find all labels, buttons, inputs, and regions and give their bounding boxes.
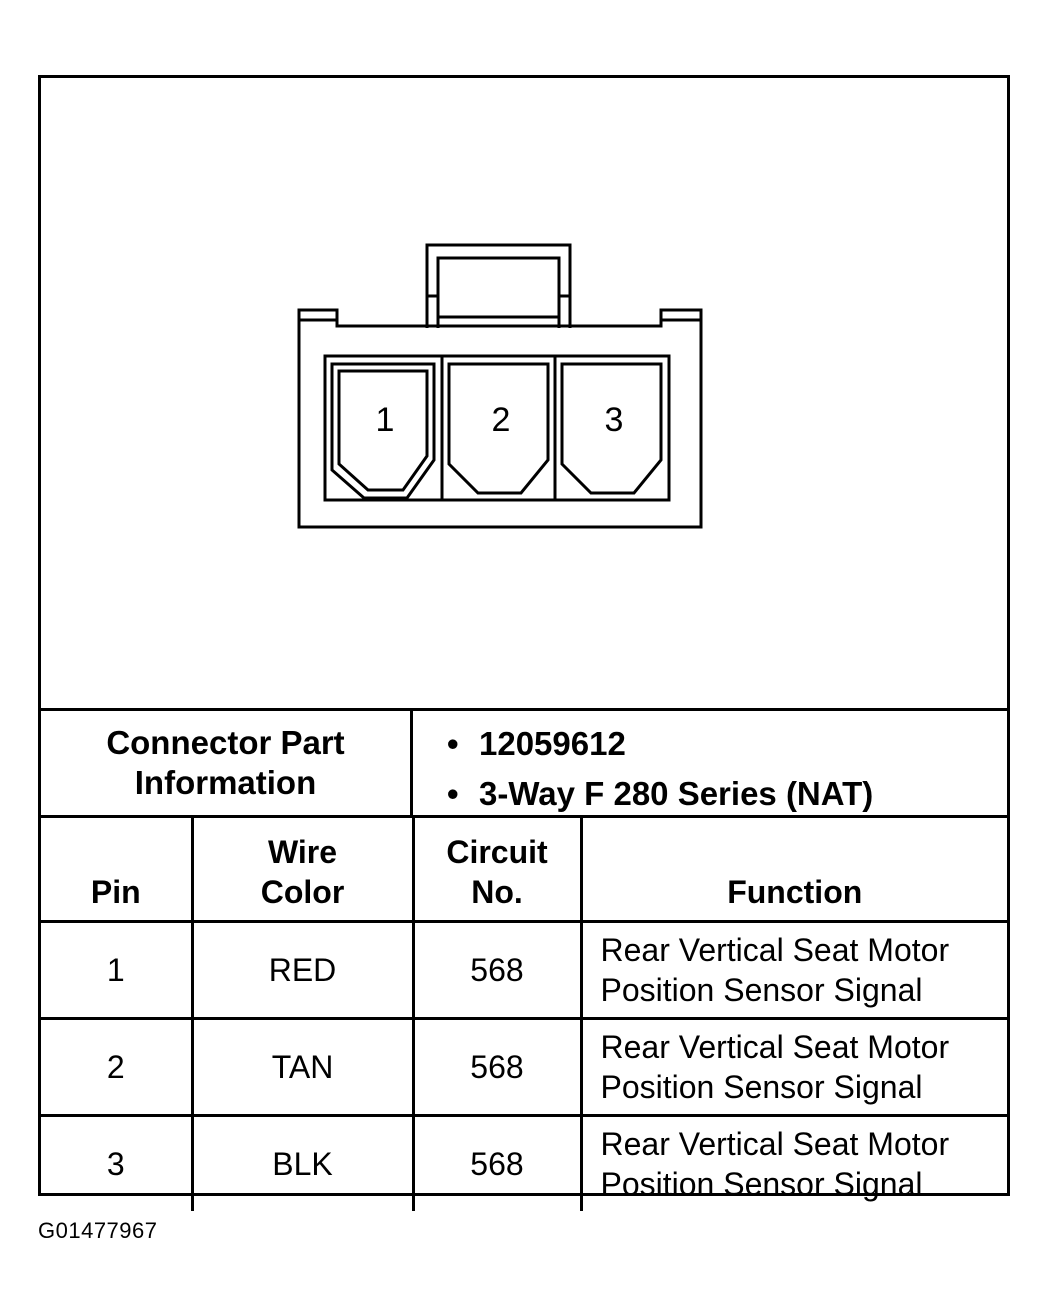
part-number: 12059612 bbox=[479, 725, 626, 762]
part-info-label-line2: Information bbox=[134, 764, 317, 801]
connector-diagram bbox=[41, 78, 1007, 708]
part-info-values bbox=[413, 711, 1007, 815]
table-row bbox=[41, 922, 1007, 1019]
cell-wire-color: RED bbox=[192, 922, 413, 1019]
connector-face-drawing bbox=[41, 78, 1007, 708]
connector-part-information bbox=[41, 708, 1007, 818]
pin-label-1: 1 bbox=[375, 401, 395, 439]
cell-circuit: 568 bbox=[413, 1116, 581, 1212]
part-description-item bbox=[447, 769, 1007, 819]
connector-figure-frame bbox=[38, 75, 1010, 1202]
cell-wire-color: BLK bbox=[192, 1116, 413, 1212]
cell-pin: 3 bbox=[41, 1116, 192, 1212]
cell-wire-color: TAN bbox=[192, 1019, 413, 1116]
bullet-icon: • bbox=[447, 725, 459, 762]
cell-circuit: 568 bbox=[413, 1019, 581, 1116]
part-description: 3-Way F 280 Series (NAT) bbox=[479, 775, 874, 812]
part-info-label-line1: Connector Part bbox=[106, 724, 345, 761]
cell-pin: 1 bbox=[41, 922, 192, 1019]
pin-table bbox=[41, 818, 1007, 1211]
header-circuit-no: Circuit No. bbox=[413, 818, 581, 922]
figure-id: G01477967 bbox=[38, 1218, 158, 1243]
cell-function: Rear Vertical Seat Motor Position Sensor Signal bbox=[581, 1019, 1007, 1116]
table-row bbox=[41, 1116, 1007, 1212]
table-row bbox=[41, 1019, 1007, 1116]
cell-function: Rear Vertical Seat Motor Position Sensor Signal bbox=[581, 922, 1007, 1019]
pin-label-3: 3 bbox=[604, 401, 624, 439]
header-wire-color: Wire Color bbox=[192, 818, 413, 922]
header-pin: Pin bbox=[41, 818, 192, 922]
pin-label-2: 2 bbox=[491, 401, 511, 439]
cell-function: Rear Vertical Seat Motor Position Sensor Signal bbox=[581, 1116, 1007, 1212]
cell-circuit: 568 bbox=[413, 922, 581, 1019]
bullet-icon: • bbox=[447, 775, 459, 812]
cell-pin: 2 bbox=[41, 1019, 192, 1116]
part-number-item bbox=[447, 719, 1007, 769]
header-function: Function bbox=[581, 818, 1007, 922]
part-info-label bbox=[41, 711, 413, 815]
pin-table-header bbox=[41, 818, 1007, 922]
